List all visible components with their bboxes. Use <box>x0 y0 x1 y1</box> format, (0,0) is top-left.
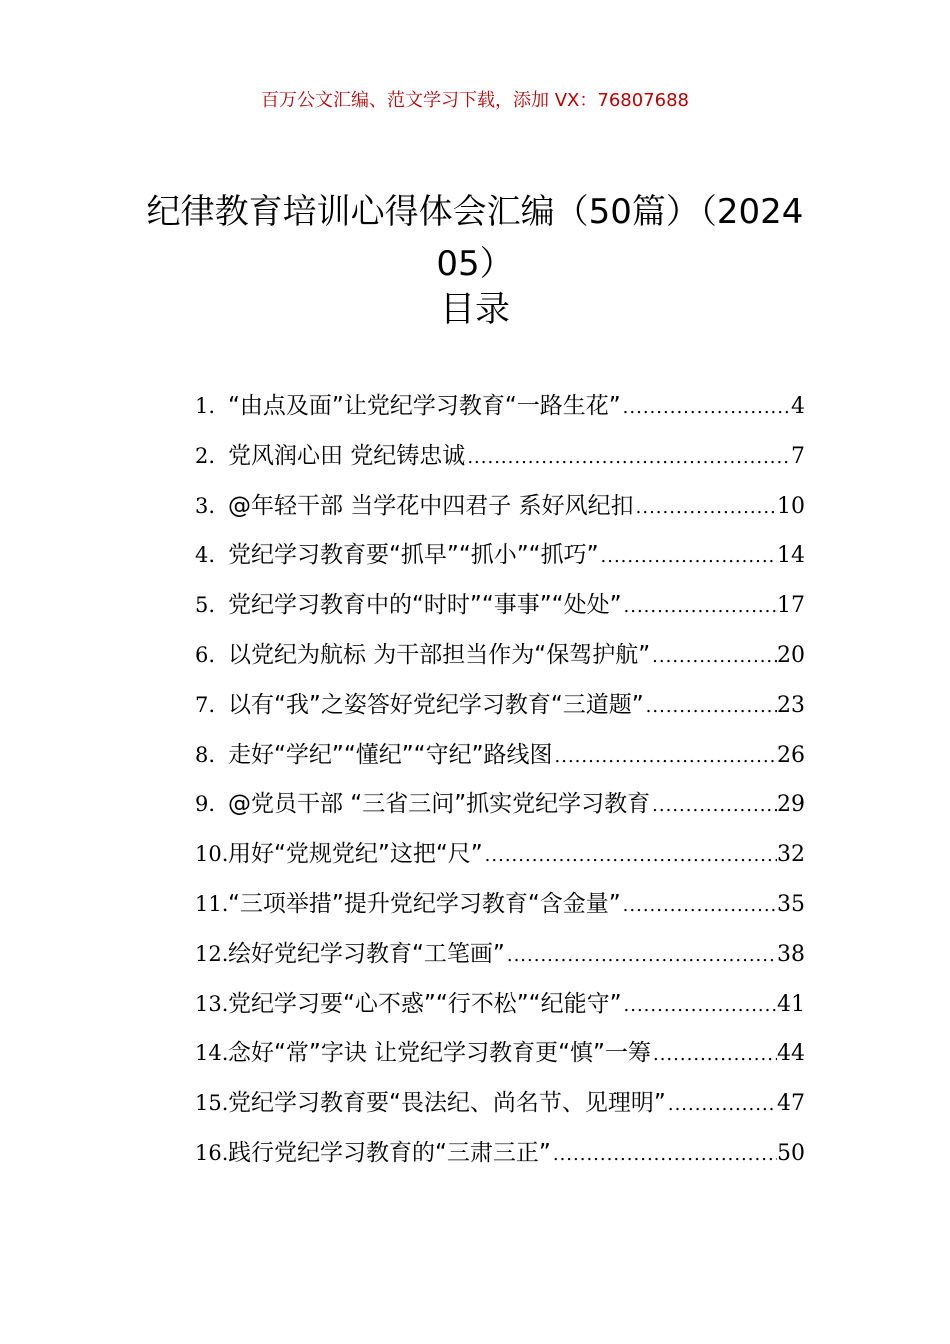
toc-entry[interactable] <box>195 785 805 835</box>
toc-entry[interactable] <box>195 985 805 1035</box>
toc-entry-title: “由点及面”让党纪学习教育“一路生花” <box>228 393 621 419</box>
toc-entry-number: 16. <box>195 1140 229 1165</box>
toc-dot-leader <box>634 497 777 518</box>
toc-entry-number: 10. <box>195 842 229 867</box>
toc-dot-leader <box>465 447 791 468</box>
document-title: 纪律教育培训心得体会汇编（50篇）（202405） <box>146 192 804 284</box>
toc-dot-leader <box>651 1044 777 1065</box>
toc-dot-leader <box>622 995 778 1016</box>
toc-entry-number: 4. <box>195 543 216 568</box>
toc-entry[interactable] <box>195 487 805 537</box>
toc-entry-page: 41 <box>777 991 805 1017</box>
toc-entry[interactable] <box>195 1084 805 1134</box>
toc-entry-page: 44 <box>777 1041 805 1067</box>
toc-entry[interactable] <box>195 636 805 686</box>
toc-entry-title: 以党纪为航标 为干部担当作为“保驾护航” <box>228 641 651 668</box>
toc-entry-page: 17 <box>777 593 805 619</box>
toc-entry[interactable] <box>195 536 805 586</box>
toc-entry-number: 9. <box>195 792 216 817</box>
toc-entry-title: 用好“党规党纪”这把“尺” <box>228 841 483 868</box>
toc-entry-page: 4 <box>791 394 805 419</box>
toc-dot-leader <box>650 795 777 816</box>
toc-entry-title: “三项举措”提升党纪学习教育“含金量” <box>228 890 621 917</box>
toc-entry[interactable] <box>195 935 805 985</box>
toc-entry-number: 11. <box>195 891 229 916</box>
toc-entry-number: 13. <box>195 991 229 1016</box>
toc-entry-page: 47 <box>777 1091 805 1117</box>
toc-entry-number: 6. <box>195 642 216 667</box>
toc-entry-number: 12. <box>195 941 229 966</box>
toc-entry-number: 5. <box>195 593 216 618</box>
toc-entry[interactable] <box>195 437 805 487</box>
toc-entry-title: 走好“学纪”“懂纪”“守纪”路线图 <box>228 741 553 768</box>
toc-dot-leader <box>551 1144 777 1165</box>
toc-entry-number: 1. <box>195 394 216 418</box>
toc-entry-number: 8. <box>195 742 216 767</box>
toc-entry[interactable] <box>195 835 805 885</box>
toc-entry[interactable] <box>195 586 805 636</box>
toc-dot-leader <box>553 746 778 767</box>
toc-dot-leader <box>505 945 777 966</box>
toc-entry-page: 7 <box>791 443 805 469</box>
toc-entry-number: 15. <box>195 1091 229 1116</box>
toc-dot-leader <box>622 596 778 617</box>
toc-entry-page: 14 <box>777 543 805 569</box>
toc-heading: 目录 <box>439 290 510 330</box>
toc-dot-leader <box>621 895 777 916</box>
toc-entry-page: 38 <box>777 941 805 967</box>
toc-entry-number: 3. <box>195 493 216 518</box>
toc-entry[interactable] <box>195 885 805 935</box>
toc-dot-leader <box>650 646 777 667</box>
toc-entry-page: 35 <box>777 891 805 917</box>
toc-entry-title: 党纪学习教育中的“时时”“事事”“处处” <box>228 592 622 619</box>
toc-entry-title: 践行党纪学习教育的“三肃三正” <box>228 1139 551 1166</box>
toc-entry-number: 2. <box>195 443 216 468</box>
toc-entry-title: @党员干部 “三省三问”抓实党纪学习教育 <box>228 791 651 818</box>
toc-entry-page: 32 <box>777 842 805 868</box>
toc-entry-title: 念好“常”字诀 让党纪学习教育更“慎”一筹 <box>228 1040 651 1067</box>
toc-entry-page: 20 <box>777 642 805 668</box>
toc-entry-title: 绘好党纪学习教育“工笔画” <box>228 940 505 967</box>
toc-entry-page: 23 <box>777 692 805 718</box>
toc-entry-title: 党纪学习教育要“畏法纪、尚名节、见理明” <box>228 1090 666 1117</box>
toc-entry-title: 党纪学习教育要“抓早”“抓小”“抓巧” <box>228 542 599 569</box>
toc-entry-page: 26 <box>777 742 805 768</box>
toc-entry-page: 10 <box>777 493 805 519</box>
toc-dot-leader <box>483 845 777 866</box>
toc-dot-leader <box>644 696 777 717</box>
toc-entry-page: 29 <box>777 792 805 818</box>
toc-entry-title: 党纪学习要“心不惑”“行不松”“纪能守” <box>228 990 622 1017</box>
toc-entry-title: 党风润心田 党纪铸忠诚 <box>228 442 466 469</box>
toc-entry-page: 50 <box>777 1140 805 1166</box>
toc-dot-leader <box>621 397 791 418</box>
toc-entry-number: 7. <box>195 692 216 717</box>
toc-entry[interactable] <box>195 387 805 437</box>
toc-entry-number: 14. <box>195 1041 229 1066</box>
toc-entry-title: @年轻干部 当学花中四君子 系好风纪扣 <box>228 492 634 519</box>
toc-entry[interactable] <box>195 1134 805 1184</box>
toc-entry[interactable] <box>195 736 805 786</box>
toc-dot-leader <box>599 546 778 567</box>
toc-dot-leader <box>666 1094 777 1115</box>
toc-entry[interactable] <box>195 1034 805 1084</box>
header-note: 百万公文汇编、范文学习下载，添加 VX：76807688 <box>261 90 689 111</box>
toc-entry-title: 以有“我”之姿答好党纪学习教育“三道题” <box>228 691 644 718</box>
toc-entry[interactable] <box>195 686 805 736</box>
table-of-contents <box>195 387 805 1184</box>
